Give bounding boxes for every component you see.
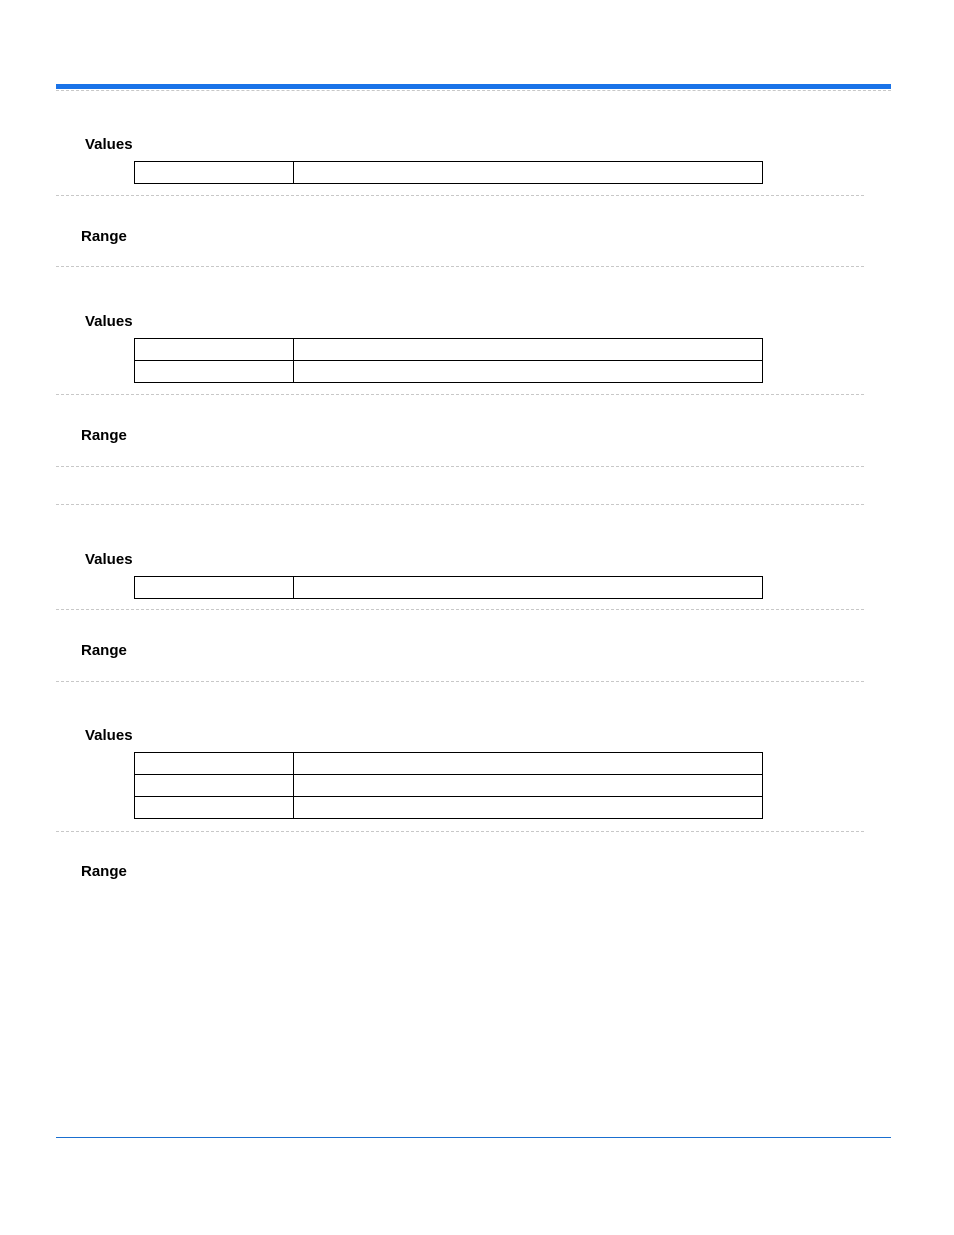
table-cell xyxy=(135,361,294,383)
range-heading: Range xyxy=(81,228,127,245)
footer-rule xyxy=(56,1137,891,1138)
values-table xyxy=(134,338,763,383)
values-heading: Values xyxy=(85,551,133,568)
table-row xyxy=(135,162,763,184)
section-divider xyxy=(56,195,864,196)
table-cell xyxy=(135,162,294,184)
section-divider xyxy=(56,394,864,395)
table-cell xyxy=(294,162,763,184)
values-heading: Values xyxy=(85,727,133,744)
table-cell xyxy=(294,577,763,599)
table-cell xyxy=(135,797,294,819)
table-row xyxy=(135,577,763,599)
values-heading: Values xyxy=(85,313,133,330)
values-heading: Values xyxy=(85,136,133,153)
table-row xyxy=(135,775,763,797)
table-cell xyxy=(135,577,294,599)
header-divider xyxy=(56,90,891,91)
range-heading: Range xyxy=(81,642,127,659)
table-row xyxy=(135,361,763,383)
section-divider xyxy=(56,831,864,832)
values-table xyxy=(134,161,763,184)
table-cell xyxy=(294,753,763,775)
header-accent-bar xyxy=(56,84,891,89)
table-cell xyxy=(294,797,763,819)
table-row xyxy=(135,753,763,775)
table-cell xyxy=(135,775,294,797)
range-heading: Range xyxy=(81,863,127,880)
section-divider xyxy=(56,466,864,467)
section-divider xyxy=(56,504,864,505)
table-row xyxy=(135,339,763,361)
table-cell xyxy=(135,339,294,361)
range-heading: Range xyxy=(81,427,127,444)
section-divider xyxy=(56,609,864,610)
values-table xyxy=(134,752,763,819)
table-cell xyxy=(294,775,763,797)
section-divider xyxy=(56,681,864,682)
values-table xyxy=(134,576,763,599)
section-divider xyxy=(56,266,864,267)
table-cell xyxy=(294,339,763,361)
table-cell xyxy=(294,361,763,383)
table-cell xyxy=(135,753,294,775)
table-row xyxy=(135,797,763,819)
